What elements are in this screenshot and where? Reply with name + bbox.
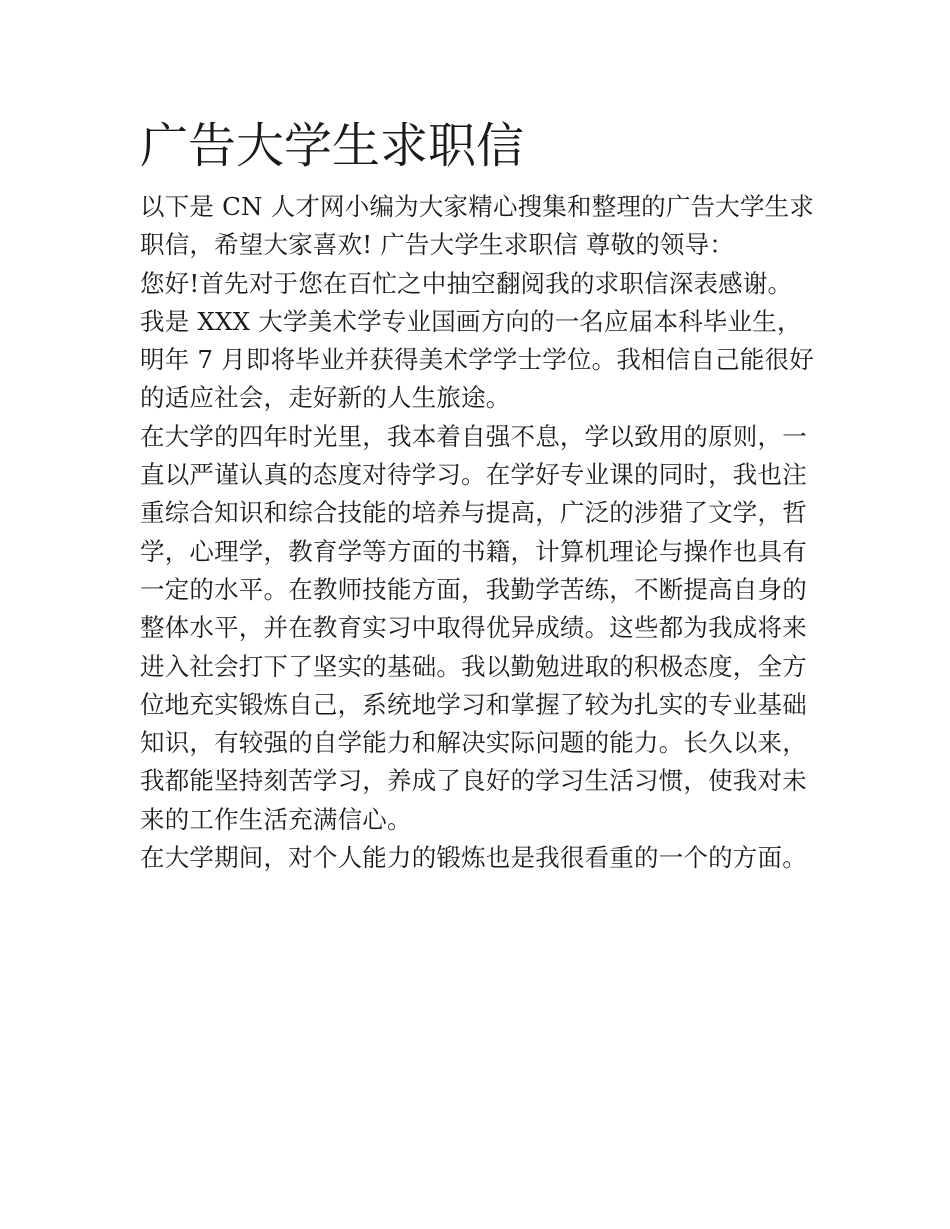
text-line: 进入社会打下了坚实的基础。我以勤勉进取的积极态度，全方 [140,651,807,681]
text-line: 知识，有较强的自学能力和解决实际问题的能力。长久以来， [140,728,807,758]
text-line: 我都能坚持刻苦学习，养成了良好的学习生活习惯，使我对未 [140,766,807,796]
paragraph-study [140,418,820,839]
text-line: 的适应社会，走好新的人生旅途。 [140,383,511,413]
document-page [140,112,820,877]
text-line: 明年 7 月即将毕业并获得美术学学士学位。我相信自己能很好 [140,345,814,375]
text-line: 整体水平，并在教育实习中取得优异成绩。这些都为我成将来 [140,613,807,643]
text-line: 直以严谨认真的态度对待学习。在学好专业课的同时，我也注 [140,460,807,490]
text-line: 在大学的四年时光里，我本着自强不息，学以致用的原则，一 [140,421,807,451]
text-line: 以下是 CN 人才网小编为大家精心搜集和整理的广告大学生求 [140,192,815,221]
text-line: 重综合知识和综合技能的培养与提高，广泛的涉猎了文学，哲 [140,498,807,528]
text-line: 职信，希望大家喜欢! 广告大学生求职信 尊敬的领导： [140,230,735,260]
document-title: 广告大学生求职信 [140,118,525,174]
paragraph-abilities [140,839,820,877]
text-line: 我是 XXX 大学美术学专业国画方向的一名应届本科毕业生， [140,306,802,336]
paragraph-intro [140,188,820,265]
text-line: 学，心理学，教育学等方面的书籍，计算机理论与操作也具有 [140,536,807,566]
text-line: 您好!首先对于您在百忙之中抽空翻阅我的求职信深表感谢。 [140,268,793,298]
text-line: 在大学期间，对个人能力的锻炼也是我很看重的一个的方面。 [140,843,807,873]
text-line: 位地充实锻炼自己，系统地学习和掌握了较为扎实的专业基础 [140,689,807,719]
paragraph-greeting [140,265,820,418]
text-line: 来的工作生活充满信心。 [140,804,412,834]
text-line: 一定的水平。在教师技能方面，我勤学苦练，不断提高自身的 [140,574,807,604]
